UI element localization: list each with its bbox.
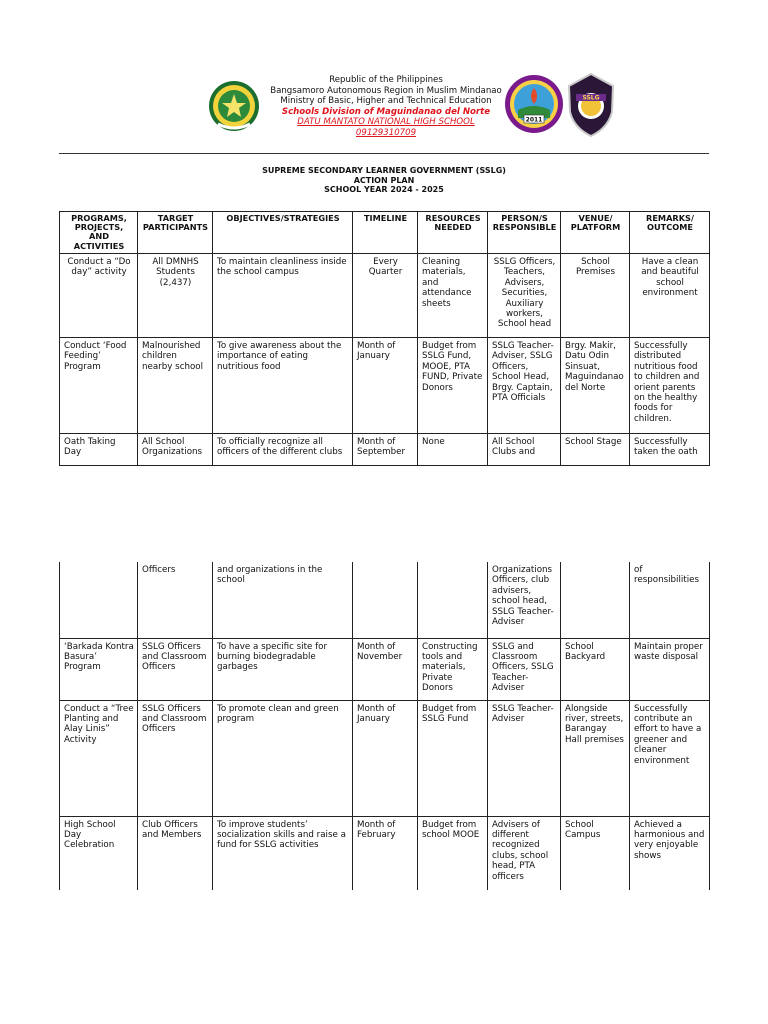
table-cell: To have a specific site for burning biodegradable garbages	[213, 638, 353, 700]
table-cell: Conduct ‘Food Feeding’ Program	[60, 338, 138, 434]
table-cell: Conduct a “Do day” activity	[60, 254, 138, 338]
header-line-division: Schools Division of Maguindanao del Norte	[281, 106, 491, 117]
table-cell: Budget from SSLG Fund	[418, 700, 488, 816]
table-cell: Month of January	[353, 700, 418, 816]
table-cell: SSLG Teacher-Adviser, SSLG Officers, School Head, Brgy. Captain, PTA Officials	[488, 338, 561, 434]
table-row	[60, 254, 710, 338]
table-cell: To improve students’ socialization skills and raise a fund for SSLG activities	[213, 816, 353, 890]
table-cell: Month of November	[353, 638, 418, 700]
action-plan-table-page-2	[59, 562, 710, 890]
table-cell: SSLG Officers and Classroom Officers	[138, 638, 213, 700]
table-cell: Malnourished children nearby school	[138, 338, 213, 434]
table-cell: Brgy. Makir, Datu Odin Sinsuat, Maguindanao del Norte	[561, 338, 630, 434]
table-row	[60, 638, 710, 700]
table-cell: To maintain cleanliness inside the school campus	[213, 254, 353, 338]
table-cell	[418, 562, 488, 638]
header-line-school: DATU MANTATO NATIONAL HIGH SCHOOL	[297, 117, 475, 128]
table-cell: Alongside river, streets, Barangay Hall premises	[561, 700, 630, 816]
table-cell: Constructing tools and materials, Private Donors	[418, 638, 488, 700]
table-cell: Maintain proper waste disposal	[630, 638, 710, 700]
sslg-shield-logo	[566, 72, 616, 138]
letterhead-text	[262, 75, 510, 139]
table-cell: Every Quarter	[353, 254, 418, 338]
table-cell: None	[418, 434, 488, 466]
header-line-republic: Republic of the Philippines	[329, 75, 443, 85]
table-cell: and organizations in the school	[213, 562, 353, 638]
table-row	[60, 816, 710, 890]
sslg-shield-label: SSLG	[582, 94, 600, 102]
header-line-phone: 09129310709	[355, 127, 417, 138]
barmm-seal-logo	[208, 78, 260, 134]
column-header: TARGET PARTICIPANTS	[138, 212, 213, 254]
table-row	[60, 434, 710, 466]
column-header: TIMELINE	[353, 212, 418, 254]
letterhead	[0, 70, 768, 146]
column-header: VENUE/ PLATFORM	[561, 212, 630, 254]
table-cell: Month of February	[353, 816, 418, 890]
table-cell: To officially recognize all officers of the different clubs	[213, 434, 353, 466]
table-cell: Successfully taken the oath	[630, 434, 710, 466]
column-header: REMARKS/ OUTCOME	[630, 212, 710, 254]
table-header-row	[60, 212, 710, 254]
title-doc: ACTION PLAN	[353, 175, 415, 185]
table-cell: Month of September	[353, 434, 418, 466]
table-row	[60, 338, 710, 434]
table-cell: Club Officers and Members	[138, 816, 213, 890]
title-org: SUPREME SECONDARY LEARNER GOVERNMENT (SSLG)	[262, 166, 506, 175]
table-cell: Organizations Officers, club advisers, school head, SSLG Teacher-Adviser	[488, 562, 561, 638]
table-row	[60, 562, 710, 638]
table-cell: SSLG Officers and Classroom Officers	[138, 700, 213, 816]
column-header: RESOURCES NEEDED	[418, 212, 488, 254]
table-cell: School Stage	[561, 434, 630, 466]
table-cell	[561, 562, 630, 638]
table-cell: Successfully contribute an effort to have a greener and cleaner environment	[630, 700, 710, 816]
column-header: PROGRAMS, PROJECTS, AND ACTIVITIES	[60, 212, 138, 254]
table-cell: All School Organizations	[138, 434, 213, 466]
table-cell	[60, 562, 138, 638]
header-line-region: Bangsamoro Autonomous Region in Muslim Mindanao	[270, 85, 502, 96]
title-year: SCHOOL YEAR 2024 - 2025	[324, 185, 444, 194]
table-cell: All DMNHS Students (2,437)	[138, 254, 213, 338]
table-cell: SSLG and Classroom Officers, SSLG Teacher-Adviser	[488, 638, 561, 700]
school-seal-logo	[504, 74, 564, 134]
column-header: PERSON/S RESPONSIBLE	[488, 212, 561, 254]
table-cell: Achieved a harmonious and very enjoyable shows	[630, 816, 710, 890]
table-cell	[353, 562, 418, 638]
action-plan-table-page-1	[59, 211, 710, 466]
table-cell: School Premises	[561, 254, 630, 338]
table-cell: School Backyard	[561, 638, 630, 700]
table-cell: To give awareness about the importance of eating nutritious food	[213, 338, 353, 434]
table-cell: High School Day Celebration	[60, 816, 138, 890]
document-title	[59, 166, 709, 195]
table-cell: Budget from school MOOE	[418, 816, 488, 890]
table-cell: SSLG Officers, Teachers, Advisers, Securities, Auxiliary workers, School head	[488, 254, 561, 338]
table-cell: School Campus	[561, 816, 630, 890]
table-cell: Advisers of different recognized clubs, school head, PTA officers	[488, 816, 561, 890]
table-cell: Month of January	[353, 338, 418, 434]
table-row	[60, 700, 710, 816]
header-line-ministry: Ministry of Basic, Higher and Technical Education	[280, 96, 492, 107]
table-cell: Have a clean and beautiful school environment	[630, 254, 710, 338]
table-cell: Conduct a “Tree Planting and Alay Linis” Activity	[60, 700, 138, 816]
table-cell: Officers	[138, 562, 213, 638]
table-cell: of responsibilities	[630, 562, 710, 638]
school-seal-year: 2011	[525, 116, 543, 124]
table-cell: ‘Barkada Kontra Basura’ Program	[60, 638, 138, 700]
column-header: OBJECTIVES/STRATEGIES	[213, 212, 353, 254]
table-cell: Successfully distributed nutritious food to children and orient parents on the healthy foods for children.	[630, 338, 710, 434]
header-divider	[59, 153, 709, 154]
table-cell: To promote clean and green program	[213, 700, 353, 816]
table-cell: Budget from SSLG Fund, MOOE, PTA FUND, Private Donors	[418, 338, 488, 434]
table-cell: Cleaning materials, and attendance sheets	[418, 254, 488, 338]
table-cell: SSLG Teacher-Adviser	[488, 700, 561, 816]
table-cell: Oath Taking Day	[60, 434, 138, 466]
table-cell: All School Clubs and	[488, 434, 561, 466]
